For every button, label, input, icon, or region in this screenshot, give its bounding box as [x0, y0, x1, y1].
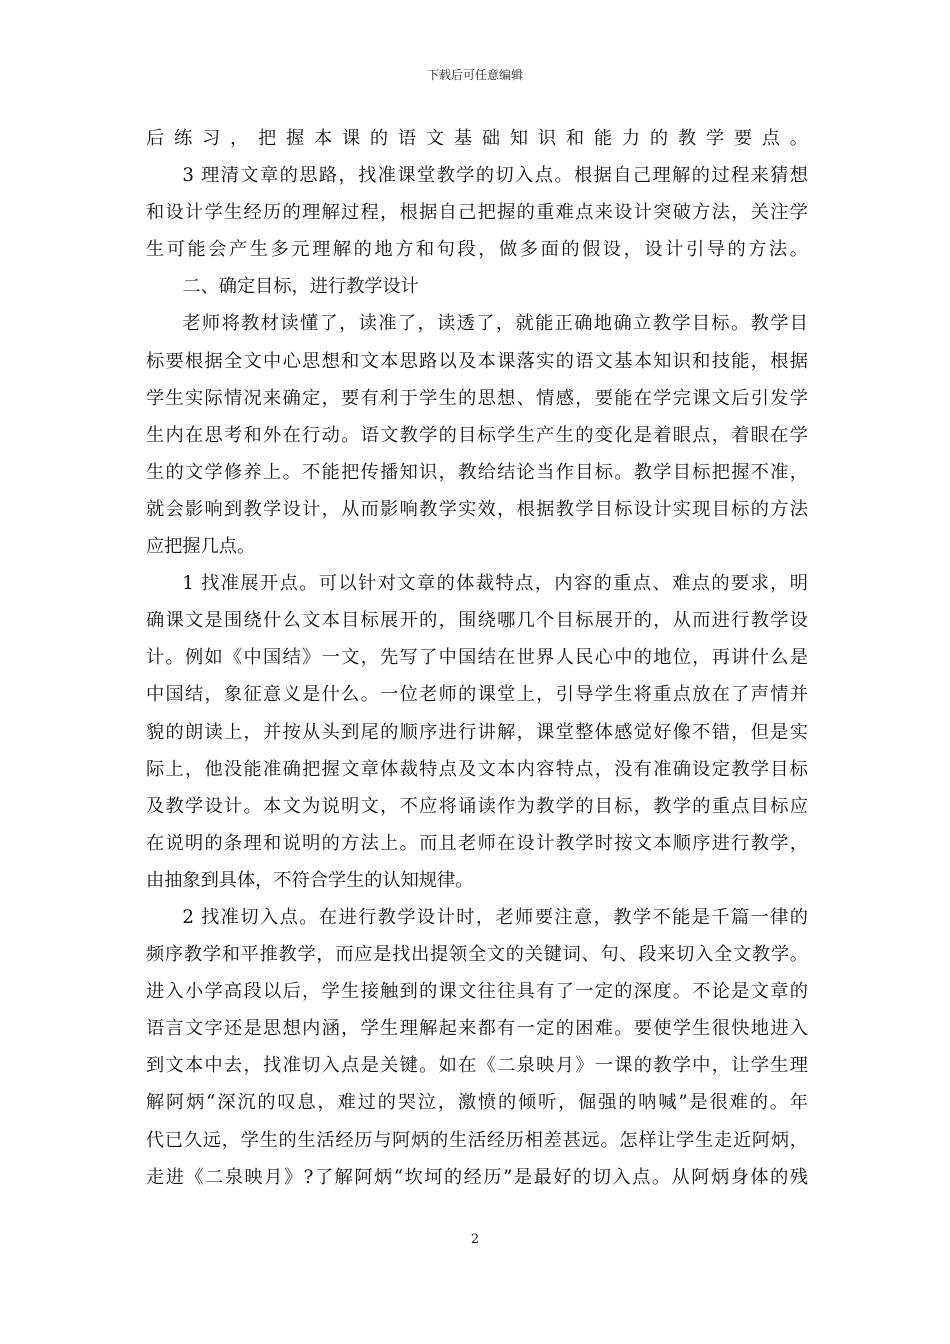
text-line: 际上，他没能准确把握文章体裁特点及文本内容特点，没有准确设定教学目标	[146, 758, 808, 780]
text-line: 生可能会产生多元理解的地方和句段，做多面的假设，设计引导的方法。	[146, 239, 808, 261]
text-line: 生的文学修养上。不能把传播知识，教给结论当作目标。教学目标把握不准，	[146, 461, 808, 483]
text-line: 计。例如《中国结》一文，先写了中国结在世界人民心中的地位，再讲什么是	[146, 647, 808, 669]
text-line: 频序教学和平推教学，而应是找出提领全文的关键词、句、段来切入全文教学。	[146, 944, 808, 966]
text-line: 貌的朗读上，并按从头到尾的顺序进行讲解，课堂整体感觉好像不错，但是实	[146, 721, 808, 743]
text-line: 学生实际情况来确定，要有利于学生的思想、情感，要能在学完课文后引发学	[146, 387, 808, 409]
text-line: 代已久远，学生的生活经历与阿炳的生活经历相差甚远。怎样让学生走近阿炳，	[146, 1129, 808, 1151]
text-line: 后练习，把握本课的语文基础知识和能力的教学要点。	[146, 128, 808, 149]
text-line: 及教学设计。本文为说明文，不应将诵读作为教学的目标，教学的重点目标应	[146, 795, 808, 817]
text-line: 由抽象到具体，不符合学生的认知规律。	[146, 869, 474, 891]
page-number: 2	[470, 1232, 480, 1247]
text-line: 在说明的条理和说明的方法上。而且老师在设计教学时按文本顺序进行教学，	[146, 832, 808, 854]
text-line: 中国结，象征意义是什么。一位老师的课堂上，引导学生将重点放在了声情并	[146, 684, 808, 706]
text-line: 解阿炳“深沉的叹息，难过的哭泣，激愤的倾听，倔强的呐喊”是很难的。年	[146, 1092, 808, 1114]
text-line: 到文本中去，找准切入点是关键。如在《二泉映月》一课的教学中，让学生理	[146, 1055, 808, 1077]
text-line: 1 找准展开点。可以针对文章的体裁特点，内容的重点、难点的要求，明	[182, 573, 808, 595]
text-line: 走进《二泉映月》?了解阿炳“坎坷的经历”是最好的切入点。从阿炳身体的残	[146, 1166, 808, 1188]
text-line: 就会影响到教学设计，从而影响教学实效，根据教学目标设计实现目标的方法	[146, 498, 808, 520]
text-line: 老师将教材读懂了，读准了，读透了，就能正确地确立教学目标。教学目	[182, 313, 808, 335]
text-line: 3 理清文章的思路，找准课堂教学的切入点。根据自己理解的过程来猜想	[182, 165, 808, 187]
text-line: 标要根据全文中心思想和文本思路以及本课落实的语文基本知识和技能，根据	[146, 350, 808, 372]
text-line: 生内在思考和外在行动。语文教学的目标学生产生的变化是着眼点，着眼在学	[146, 424, 808, 446]
page-header: 下载后可任意编辑	[426, 68, 523, 82]
document-body	[146, 120, 808, 1196]
section-heading: 二、确定目标，进行教学设计	[182, 276, 419, 298]
text-line: 2 找准切入点。在进行教学设计时，老师要注意，教学不能是千篇一律的	[182, 906, 808, 928]
text-line: 语言文字还是思想内涵，学生理解起来都有一定的困难。要使学生很快地进入	[146, 1018, 808, 1040]
text-line: 确课文是围绕什么文本目标展开的，围绕哪几个目标展开的，从而进行教学设	[146, 610, 808, 632]
text-line: 应把握几点。	[146, 536, 256, 558]
text-line: 进入小学高段以后，学生接触到的课文往往具有了一定的深度。不论是文章的	[146, 981, 808, 1003]
text-line: 和设计学生经历的理解过程，根据自己把握的重难点来设计突破方法，关注学	[146, 202, 808, 224]
